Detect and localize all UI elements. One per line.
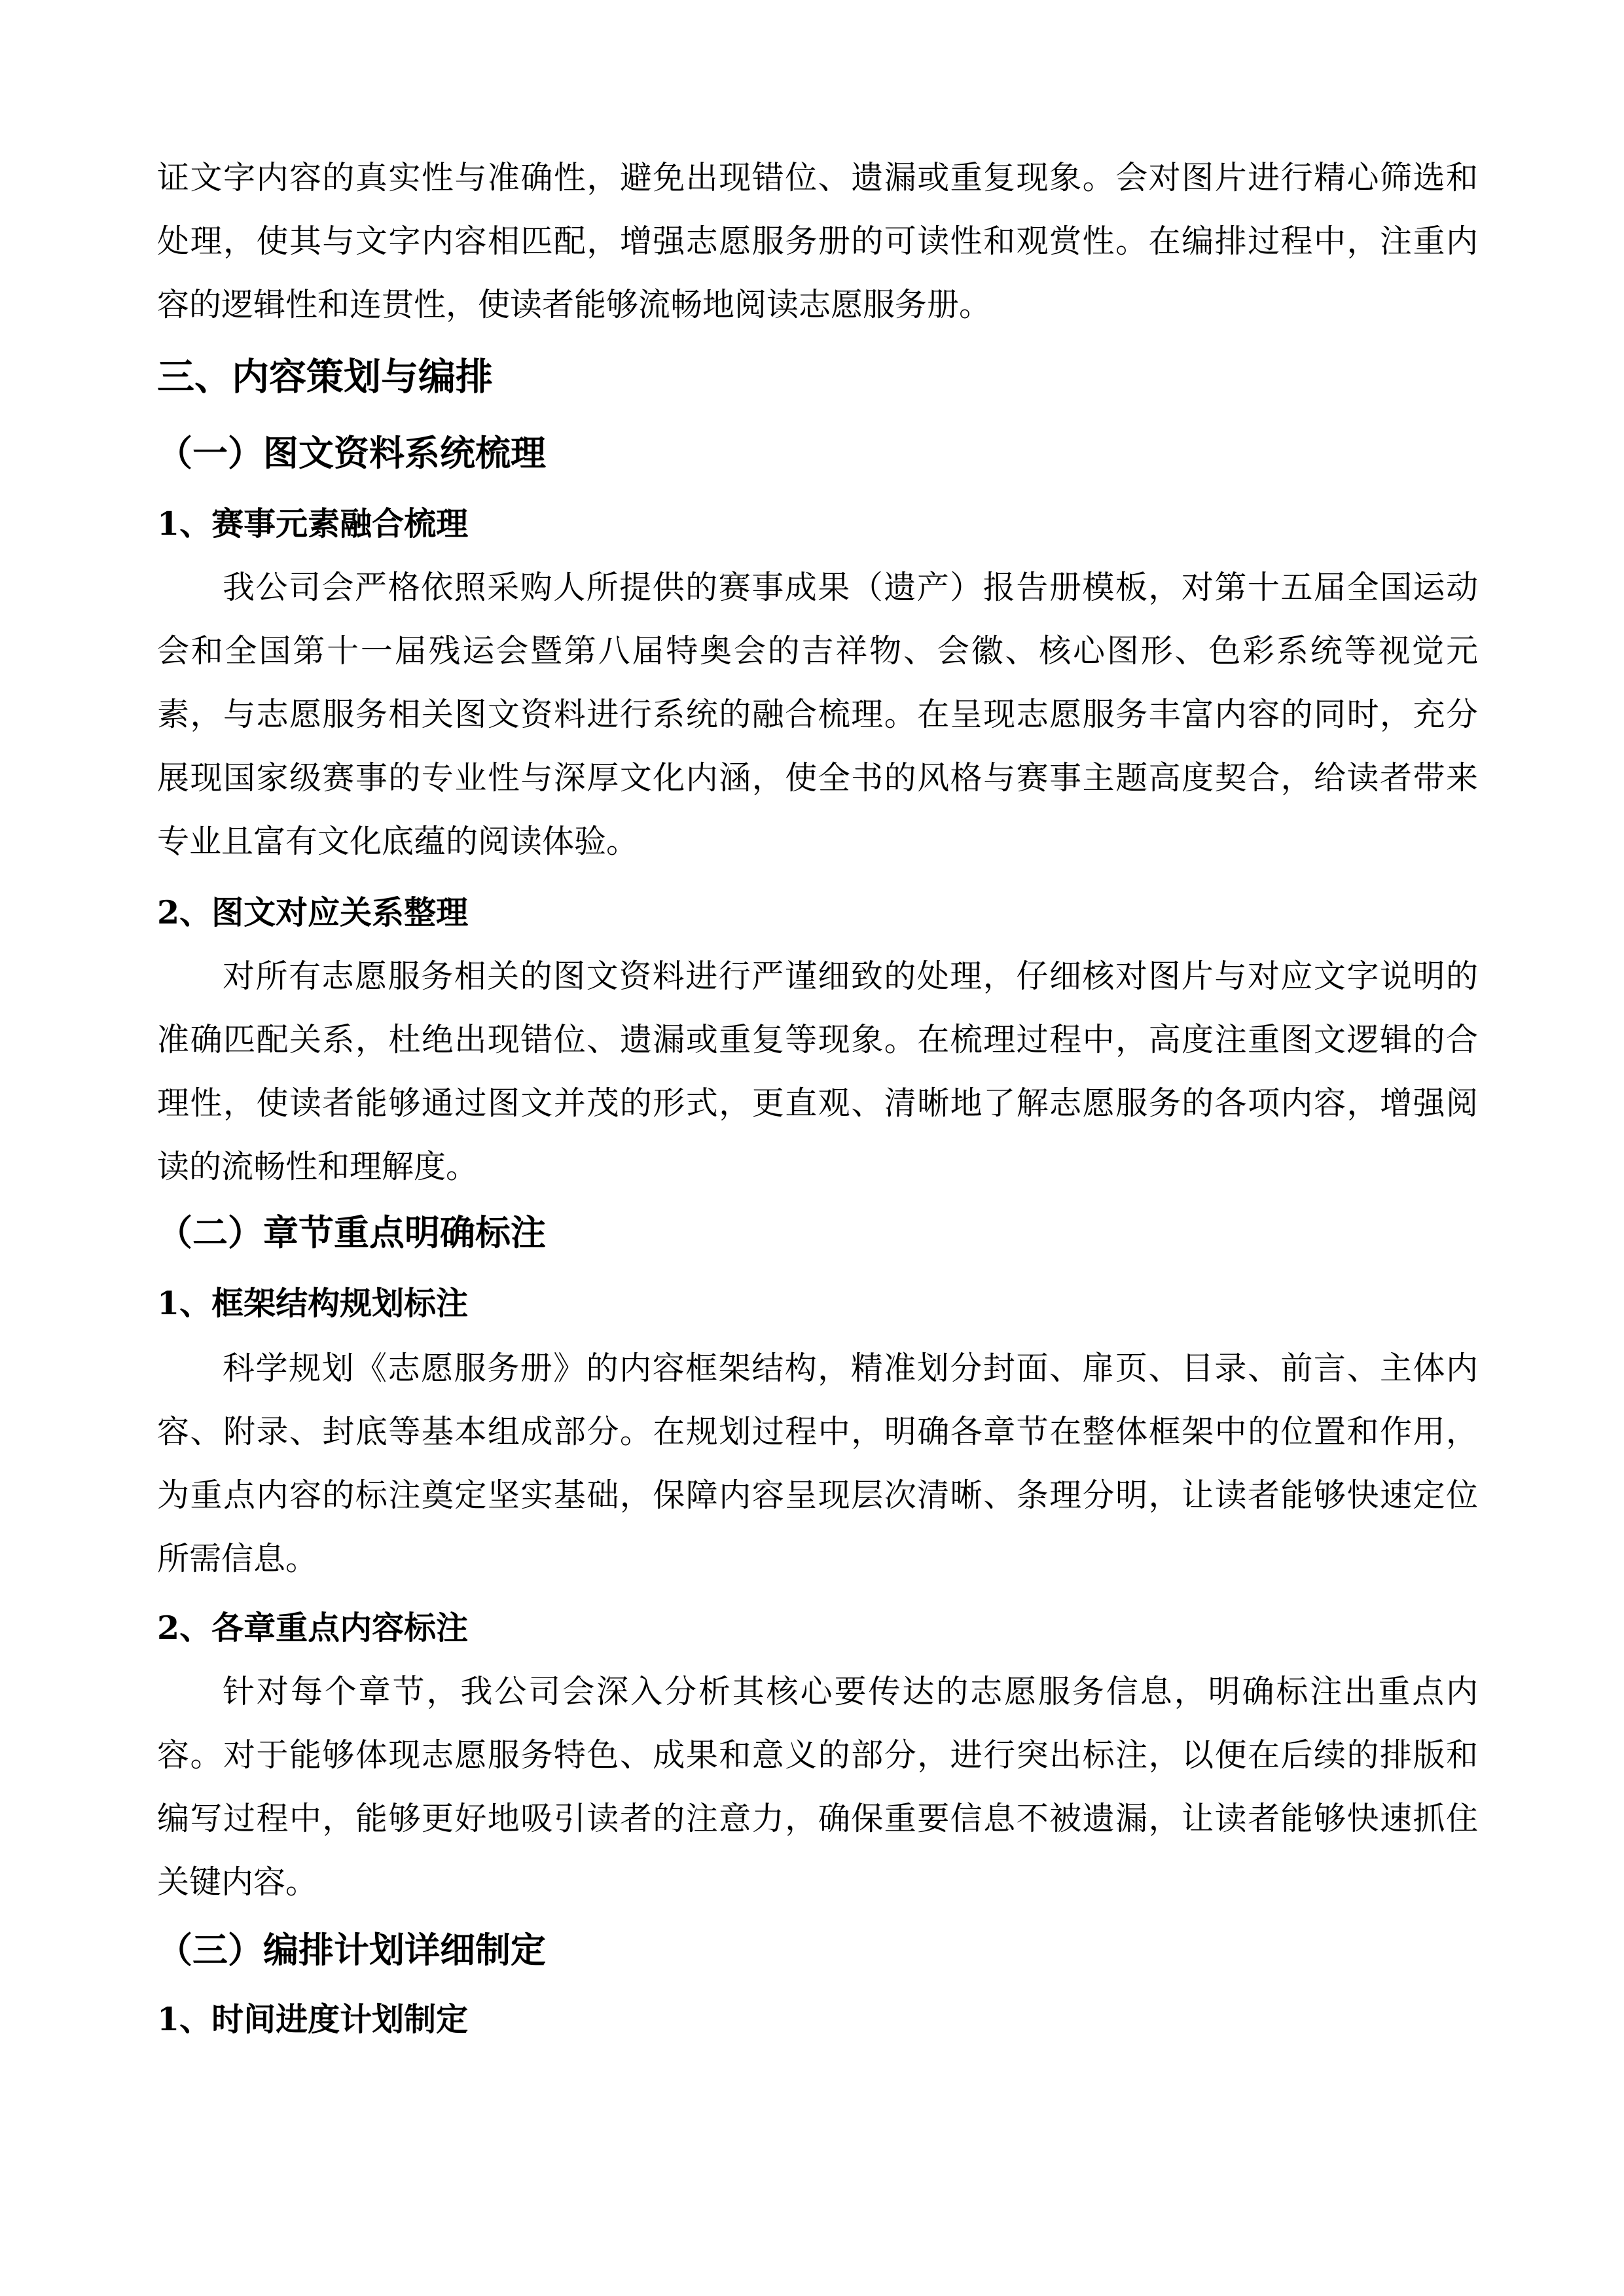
subsection-title: （一）图文资料系统梳理 xyxy=(157,432,546,474)
text-line: 处理，使其与文字内容相匹配，增强志愿服务册的可读性和观赏性。在编排过程中，注重内 xyxy=(157,223,1478,260)
text-line: 容的逻辑性和连贯性，使读者能够流畅地阅读志愿服务册。 xyxy=(157,286,992,323)
text-line: 理性，使读者能够通过图文并茂的形式，更直观、清晰地了解志愿服务的各项内容，增强阅 xyxy=(157,1085,1478,1122)
text-line: 为重点内容的标注奠定坚实基础，保障内容呈现层次清晰、条理分明，让读者能够快速定位 xyxy=(157,1477,1478,1514)
text-line: 针对每个章节，我公司会深入分析其核心要传达的志愿服务信息，明确标注出重点内 xyxy=(223,1673,1478,1710)
subsection-title: （三）编排计划详细制定 xyxy=(157,1929,546,1971)
item-title: 1、时间进度计划制定 xyxy=(157,2000,469,2038)
paragraph xyxy=(157,944,1478,1198)
text-line: 素，与志愿服务相关图文资料进行系统的融合梳理。在呈现志愿服务丰富内容的同时，充分 xyxy=(157,696,1478,733)
text-line: 关键内容。 xyxy=(157,1863,318,1901)
text-line: 容、附录、封底等基本组成部分。在规划过程中，明确各章节在整体框架中的位置和作用， xyxy=(157,1413,1478,1450)
text-line: 对所有志愿服务相关的图文资料进行严谨细致的处理，仔细核对图片与对应文字说明的 xyxy=(223,958,1478,995)
item-title: 2、图文对应关系整理 xyxy=(157,893,469,931)
paragraph xyxy=(157,556,1478,873)
text-line: 会和全国第十一届残运会暨第八届特奥会的吉祥物、会徽、核心图形、色彩系统等视觉元 xyxy=(157,632,1478,670)
paragraph xyxy=(157,1336,1478,1590)
item-title: 1、框架结构规划标注 xyxy=(157,1284,469,1322)
text-line: 专业且富有文化底蕴的阅读体验。 xyxy=(157,823,639,860)
text-line: 编写过程中，能够更好地吸引读者的注意力，确保重要信息不被遗漏，让读者能够快速抓住 xyxy=(157,1800,1478,1837)
text-line: 所需信息。 xyxy=(157,1540,318,1577)
section-title: 三、内容策划与编排 xyxy=(157,355,493,399)
text-line: 容。对于能够体现志愿服务特色、成果和意义的部分，进行突出标注，以便在后续的排版和 xyxy=(157,1736,1478,1774)
text-line: 我公司会严格依照采购人所提供的赛事成果（遗产）报告册模板，对第十五届全国运动 xyxy=(223,569,1478,606)
text-line: 准确匹配关系，杜绝出现错位、遗漏或重复等现象。在梳理过程中，高度注重图文逻辑的合 xyxy=(157,1021,1478,1058)
text-line: 科学规划《志愿服务册》的内容框架结构，精准划分封面、扉页、目录、前言、主体内 xyxy=(223,1350,1478,1387)
intro-paragraph xyxy=(157,146,1478,336)
subsection-title: （二）章节重点明确标注 xyxy=(157,1211,546,1253)
text-line: 展现国家级赛事的专业性与深厚文化内涵，使全书的风格与赛事主题高度契合，给读者带来 xyxy=(157,759,1478,797)
item-title: 2、各章重点内容标注 xyxy=(157,1609,469,1647)
paragraph xyxy=(157,1660,1478,1914)
item-title: 1、赛事元素融合梳理 xyxy=(157,505,469,543)
text-line: 证文字内容的真实性与准确性，避免出现错位、遗漏或重复现象。会对图片进行精心筛选和 xyxy=(157,159,1478,196)
text-line: 读的流畅性和理解度。 xyxy=(157,1148,478,1185)
